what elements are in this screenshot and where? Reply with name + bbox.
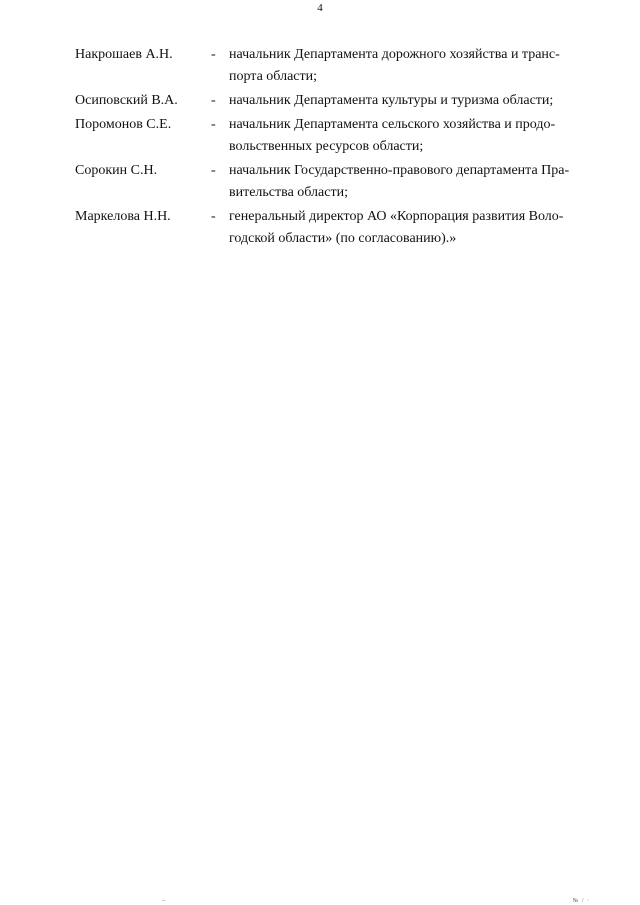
member-name: Осиповский В.А. (75, 93, 178, 108)
member-entry (75, 160, 595, 204)
member-position (229, 44, 591, 88)
position-line: вительства области; (229, 185, 348, 200)
member-entry (75, 44, 595, 88)
footer-left-mark: – (162, 898, 166, 904)
member-entry (75, 114, 595, 158)
member-position (229, 160, 591, 204)
position-line: порта области; (229, 69, 317, 84)
separator-dash: - (211, 117, 216, 132)
position-line: годской области» (по согласованию).» (229, 231, 457, 246)
page-number: 4 (317, 2, 323, 14)
member-name: Поромонов С.Е. (75, 117, 172, 132)
position-line: генеральный директор АО «Корпорация развития Воло- (229, 209, 564, 224)
member-name: Сорокин С.Н. (75, 163, 158, 178)
position-line: начальник Департамента дорожного хозяйства и транс- (229, 47, 560, 62)
member-name: Накрошаев А.Н. (75, 47, 173, 62)
member-position (229, 90, 591, 112)
position-line: вольственных ресурсов области; (229, 139, 424, 154)
separator-dash: - (211, 93, 216, 108)
member-entry (75, 206, 595, 250)
footer-right-mark: № / · (572, 898, 590, 904)
position-line: начальник Департамента сельского хозяйства и продо- (229, 117, 556, 132)
position-line: начальник Департамента культуры и туризма области; (229, 93, 554, 108)
separator-dash: - (211, 163, 216, 178)
member-position (229, 206, 591, 250)
member-position (229, 114, 591, 158)
member-entry (75, 90, 595, 112)
committee-member-list (75, 44, 595, 250)
separator-dash: - (211, 209, 216, 224)
separator-dash: - (211, 47, 216, 62)
position-line: начальник Государственно-правового департамента Пра- (229, 163, 570, 178)
member-name: Маркелова Н.Н. (75, 209, 171, 224)
